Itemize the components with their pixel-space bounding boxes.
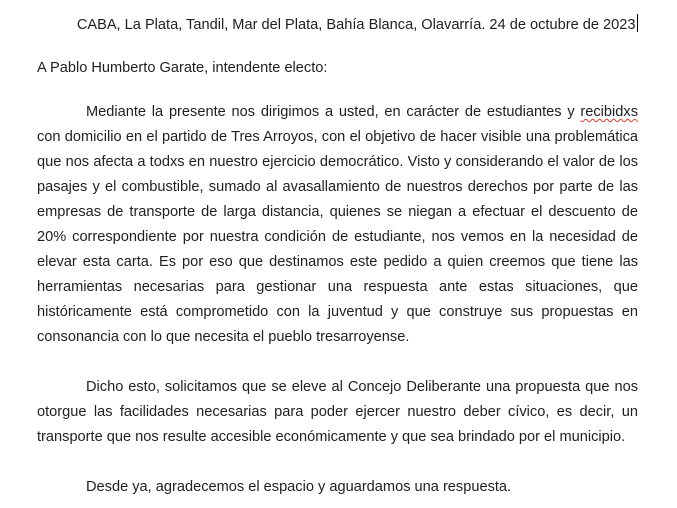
spellcheck-flagged-word[interactable]: recibidxs <box>580 104 638 120</box>
date-line-text: CABA, La Plata, Tandil, Mar del Plata, Bahía Blanca, Olavarría. 24 de octubre de 2023 <box>76 17 636 33</box>
date-line <box>37 13 638 38</box>
paragraph-1-text-end: con domicilio en el partido de Tres Arroyos, con el objetivo de hacer visible una problemática que nos afecta a todxs en nuestro ejercicio democrático. Visto y considerando el valor de los pasajes y el combustible, sumado al avasallamiento de nuestros derechos por parte de las empresas de transporte de larga distancia, quienes se niegan a efectuar el descuento de 20% correspondiente por nuestra condición de estudiante, nos vemos en la necesidad de elevar esta carta. Es por eso que destinamos este pedido a quien creemos que tiene las herramientas necesarias para gestionar una respuesta ante estas situaciones, que históricamente está comprometido con la juventud y que construye sus propuestas en consonancia con lo que necesita el pueblo tresarroyense. <box>37 129 638 345</box>
salutation: A Pablo Humberto Garate, intendente electo: <box>37 60 328 76</box>
paragraph-2: Dicho esto, solicitamos que se eleve al Concejo Deliberante una propuesta que nos otorgue las facilidades necesarias para poder ejercer nuestro deber cívico, es decir, un transporte que nos resulte accesible económicamente y que sea brindado por el municipio. <box>37 379 638 445</box>
paragraph-3: Desde ya, agradecemos el espacio y aguardamos una respuesta. <box>86 479 512 495</box>
text-cursor <box>637 14 639 32</box>
document-body[interactable] <box>37 13 638 500</box>
paragraph-1 <box>37 100 638 350</box>
paragraph-1-text-start: Mediante la presente nos dirigimos a usted, en carácter de estudiantes y <box>86 104 581 120</box>
